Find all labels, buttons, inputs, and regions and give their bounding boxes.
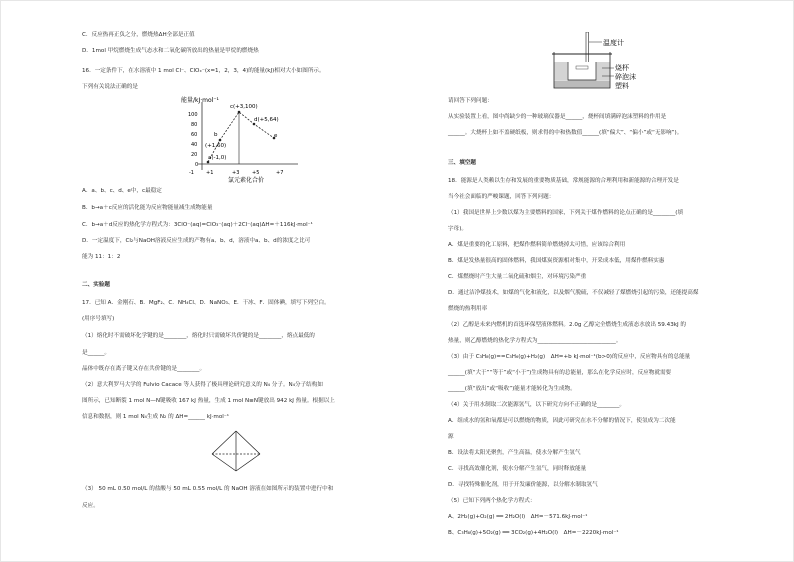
question-17-part3-q1: 从实验装置上看，图中尚缺少的一种玻璃仪器是______，烧杯间填满碎泡沫塑料的作用是 (448, 114, 667, 120)
y-tick: 0 (195, 162, 199, 168)
question-17-stem: 17．已知 A．金刚石、B．MgF₂、C．NH₄Cl、D．NaNO₃、E．干冰、F．固体碘，填写下列空白。 (82, 300, 330, 306)
option-d-q18-4: D．寻找特殊催化剂，用于开发廉价能源，以分解水制取氢气 (448, 482, 598, 488)
question-18-stem: 18．能源是人类赖以生存和发展的重要物质基础，常规能源的合理利用和新能源的合理开发是 (448, 178, 679, 184)
label-b-coords: (+1,60) (205, 143, 227, 149)
option-d-q16-cont: 能为 11：1：2 (82, 254, 121, 260)
equation-b: B、C₃H₈(g)+5O₂(g) ══ 3CO₂(g)+4H₂O(l) ΔH=－2220kJ·mol⁻¹ (448, 530, 619, 536)
option-b-q16: B．b→a＋c反应的活化能为反应物能量减生成物能量 (82, 205, 213, 211)
label-e: e (274, 133, 278, 139)
question-18-part3-cont: ______(填“大于”“等于”或“小于”)生成物具有的总能量，那么在化学反应时，反应物就需要 (448, 370, 672, 376)
point-b (219, 139, 222, 142)
question-18-part1-cont: 字母)。 (448, 226, 467, 232)
question-16-stem: 16．一定条件下，在水溶液中 1 mol Cl⁻、ClOₓ⁻(x=1，2，3，4)的能量(kJ)相对大小如图所示。 (82, 68, 325, 74)
question-17-followup: 请回答下列问题： (448, 98, 493, 104)
question-18-part4: （4）关于用水制取二次能源氢气，以下研究方向不正确的是________。 (448, 402, 625, 408)
chart-x-label: 氯元素化合价 (228, 177, 265, 184)
question-18-part3: （3）由于 C₃H₈(g)==C₃H₆(g)+H₂(g) ΔH=+b kJ·mol⁻¹(b>0)的反应中，反应物具有的总能量 (448, 354, 691, 360)
label-c: c(+3,100) (230, 104, 258, 110)
question-18-stem-cont: 当今社会面临的严峻课题，回答下列问题： (448, 194, 555, 200)
y-tick: 60 (191, 132, 198, 138)
question-18-part5: （5）已知下列两个热化学方程式： (448, 498, 536, 504)
point-c (238, 111, 241, 114)
option-d-q18: D．通过洁净煤技术，如煤的气化和液化，以及烟气脱硫，不仅减轻了煤燃烧引起的污染，还能提高煤 (448, 290, 699, 296)
question-17-part1: （1）熔化时不需破坏化学键的是________，熔化时只需破坏共价键的是________，熔点最低的 (82, 333, 315, 339)
option-a-q18-4: A．组成水的氢和氧都是可以燃烧的物质，因此可研究在水不分解的情况下，使氢成为二次能 (448, 418, 676, 424)
question-17-part3-q2: ______。大烧杯上如不盖硬纸板，则求得的中和热数值______(填“偏大”、“偏小”或“无影响”)。 (448, 130, 683, 136)
n4-tetrahedron-figure (206, 428, 266, 474)
point-d (253, 123, 256, 126)
option-c-q18: C．煤燃烧时产生大量二氧化硫和烟尘，对环境污染严重 (448, 274, 587, 280)
label-a: a(-1,0) (208, 155, 227, 161)
option-d-q16: D．一定温度下，Cl₂与NaOH溶液反应生成的产物有a、b、d，溶液中a、b、d的浓度之比可 (82, 238, 311, 244)
option-a-q18-4-cont: 源 (448, 434, 454, 440)
option-c-q16: C．b→a＋d反应的热化学方程式为：3ClO⁻(aq)=ClO₃⁻(aq)＋2Cl⁻(aq)ΔH=＋116kJ·mol⁻¹ (82, 222, 313, 228)
foam-bottom (555, 81, 610, 88)
question-17-note: (用序号填写) (82, 316, 115, 322)
section-heading-experiment: 二、实验题 (82, 282, 110, 288)
inner-beaker-icon (568, 62, 596, 80)
beaker-label: 烧杯 (615, 64, 629, 72)
question-16-prompt: 下列有关说法正确的是 (82, 84, 138, 90)
question-17-part2: （2）意大利罗马大学的 Fulvio Cacace 等人获得了极具理论研究意义的 N₄ 分子。N₄分子结构如 (82, 382, 323, 388)
label-d: d(+5,64) (254, 117, 279, 123)
thermometer-label: 温度计 (603, 39, 624, 47)
question-18-part2: （2）乙醇是未来内燃机的首选环保型液体燃料。2.0g 乙醇完全燃烧生成液态水放出 59.43kJ 的 (448, 322, 687, 328)
option-a-q16: A．a、b、c、d、e中，c最稳定 (82, 188, 162, 194)
option-b-q18: B．煤是发热量很高的固体燃料，我国煤炭资源相对集中，开采成本低，用煤作燃料实惠 (448, 258, 665, 264)
x-tick: +5 (252, 170, 260, 176)
x-tick: +1 (206, 170, 214, 176)
y-tick: 20 (191, 152, 198, 158)
equation-a: A、2H₂(g)+O₂(g) ══ 2H₂O(l) ΔH=－571.6kJ·mol⁻¹ (448, 514, 588, 520)
option-d-q18-cont: 燃烧的热利用率 (448, 306, 488, 312)
question-18-part2-cont: 热量，则乙醇燃烧的热化学方程式为____________________________。 (448, 338, 622, 344)
point-a (207, 161, 210, 164)
x-tick: -1 (189, 170, 194, 176)
question-17-part3: （3） 50 mL 0.50 mol/L 的盐酸与 50 mL 0.55 mol/L 的 NaOH 溶液在如图所示的装置中进行中和 (82, 486, 334, 492)
label-b: b (214, 132, 218, 138)
option-d-q15: D．1mol 甲烷燃烧生成气态水和二氧化碳所放出的热量是甲烷的燃烧热 (82, 48, 259, 54)
calorimeter-figure (542, 32, 662, 94)
option-b-q18-4: B．设法将太阳光聚焦，产生高温，使水分解产生氢气 (448, 450, 581, 456)
foam-right (597, 62, 610, 80)
option-a-q18: A．煤是重要的化工原料，把煤作燃料简单燃烧掉太可惜，应该综合利用 (448, 242, 626, 248)
question-17-part2-cont: 图所示，已知断裂 1 mol N—N键吸收 167 kJ 热量，生成 1 mol N≡N键放出 942 kJ 热量。根据以上 (82, 398, 335, 404)
question-18-part3-end: ______(填“放出”或“吸收”)能量才能转化为生成物。 (448, 386, 576, 392)
foam-label-2: 塑料 (615, 82, 629, 90)
section-heading-fill-in: 三、填空题 (448, 160, 476, 166)
x-tick: +7 (276, 170, 284, 176)
y-tick: 40 (191, 142, 198, 148)
energy-chart (178, 94, 318, 184)
question-17-part3-cont: 反应。 (82, 503, 99, 509)
question-17-part1-b: 晶体中既存在离子键又存在共价键的是________。 (82, 366, 206, 372)
foam-label-1: 碎泡沫 (615, 73, 636, 81)
foam-left (555, 62, 568, 80)
question-17-part1-cont: 是______。 (82, 350, 110, 356)
option-c-q18-4: C．寻找高效催化剂，使水分解产生氢气，同时释放能量 (448, 466, 587, 472)
option-c-q15: C．反应热再正负之分，燃烧热ΔH全部是正值 (82, 32, 195, 38)
y-tick: 80 (191, 122, 198, 128)
question-18-part1: （1）我国是世界上少数以煤为主要燃料的国家，下列关于煤作燃料的论点正确的是________(填 (448, 210, 684, 216)
x-tick: +3 (232, 170, 240, 176)
chart-y-label: 能量/kJ·mol⁻¹ (181, 97, 219, 104)
question-17-part2-end: 信息和数据，则 1 mol N₄生成 N₂ 的 ΔH=______ kJ·mol⁻¹ (82, 414, 230, 420)
y-tick: 100 (188, 112, 198, 118)
